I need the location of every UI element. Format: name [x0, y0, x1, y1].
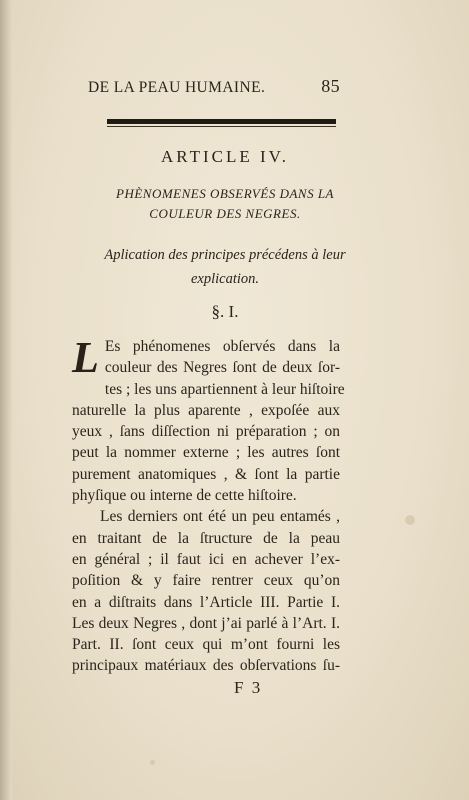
text-line: poſition & y faire rentrer ceux qu’on: [72, 572, 340, 590]
article-subtitle-line: COULEUR DES NEGRES.: [149, 206, 301, 221]
text-line: en traitant de la ſtructure de la peau: [72, 529, 340, 547]
body-text: [72, 333, 345, 677]
text-line: peut la nommer externe ; les autres ſont: [72, 444, 340, 462]
text-line: Es phénomenes obſervés dans la: [104, 338, 340, 355]
section-marker: §. I.: [211, 302, 239, 321]
article-subtitle-line: PHÈNOMENES OBSERVÉS DANS LA: [116, 186, 334, 201]
paragraph: [72, 333, 345, 506]
text-line: en général ; il faut ici en achever l’ex-: [72, 550, 340, 568]
header-rule-thick: [107, 119, 336, 124]
page-number: 85: [321, 76, 340, 96]
text-line: Les derniers ont été un peu entamés ,: [100, 508, 340, 526]
article-heading: ARTICLE IV.: [161, 147, 289, 166]
page-gutter-shadow: [0, 0, 12, 800]
application-line: Aplication des principes précédens à leur: [104, 247, 346, 263]
text-line: tes ; les uns apartiennent à leur hiſtoire: [104, 380, 345, 398]
text-line: principaux matériaux des obſervations ſu-: [72, 657, 340, 675]
text-line: couleur des Negres ſont de deux ſor-: [104, 359, 340, 377]
paper-stain: [405, 515, 415, 525]
paragraph: [72, 506, 340, 676]
application-line: explication.: [190, 271, 260, 287]
running-title: DE LA PEAU HUMAINE.: [88, 79, 266, 96]
running-head: [88, 76, 340, 98]
text-line: yeux , ſans diſſection ni préparation ; on: [72, 423, 340, 441]
text-line: Les deux Negres , dont j’ai parlé à l’Art. I.: [72, 614, 340, 632]
text-line: naturelle la plus aparente , expoſée aux: [72, 401, 340, 419]
text-line: Part. II. ſont ceux qui m’ont fourni les: [72, 636, 340, 654]
signature-mark: F 3: [234, 678, 263, 697]
text-line: en a diſtraits dans l’Article III. Partie I.: [72, 593, 340, 611]
paper-stain: [150, 760, 155, 765]
text-line: purement anatomiques , & ſont la partie: [72, 465, 340, 483]
text-line: phyſique ou interne de cette hiſtoire.: [72, 487, 297, 505]
header-rule-thin: [107, 126, 336, 127]
drop-cap: L: [72, 333, 99, 382]
